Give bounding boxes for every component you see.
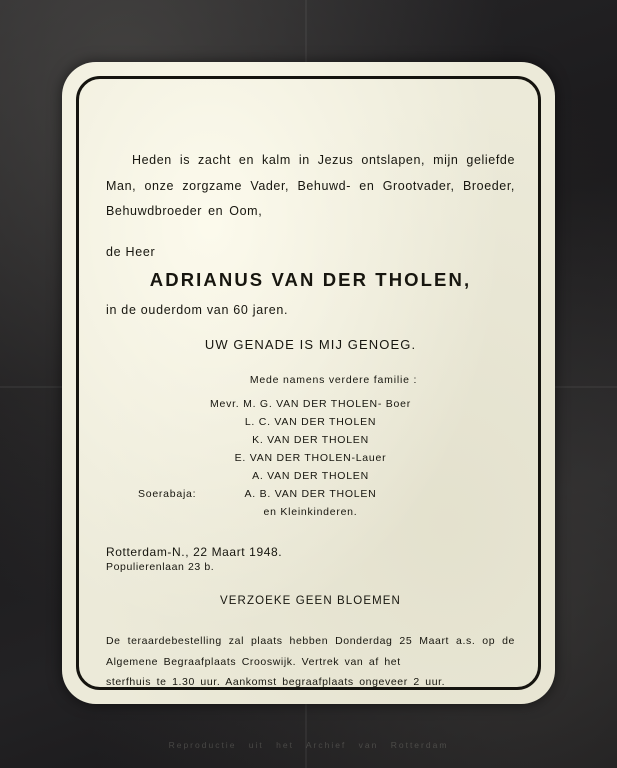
list-item: en Kleinkinderen. xyxy=(263,506,358,519)
opening-paragraph xyxy=(106,148,515,225)
archive-watermark: Reproductie uit het Archief van Rotterdam xyxy=(168,740,449,750)
list-item: K. VAN DER THOLEN xyxy=(252,433,369,446)
list-item: Mevr. M. G. VAN DER THOLEN- Boer xyxy=(210,397,411,410)
funeral-notice-text: De teraardebestelling zal plaats hebben Donderdag 25 Maart a.s. op de Algemene Begraafplaats Crooswijk. Vertrek van af het xyxy=(106,635,515,668)
funeral-notice-last-line: sterfhuis te 1.30 uur. Aankomst begraafplaats ongeveer 2 uur. xyxy=(106,676,446,689)
funeral-notice xyxy=(106,631,515,692)
no-flowers-request: VERZOEKE GEEN BLOEMEN xyxy=(220,595,401,608)
family-list xyxy=(106,395,515,521)
on-behalf-label: Mede namens verdere familie : xyxy=(249,373,418,386)
list-item: L. C. VAN DER THOLEN xyxy=(244,415,377,428)
list-item-text: A. B. VAN DER THOLEN xyxy=(244,488,377,501)
list-item: E. VAN DER THOLEN-Lauer xyxy=(234,452,387,465)
bible-verse: UW GENADE IS MIJ GENOEG. xyxy=(204,336,417,352)
list-item xyxy=(106,485,515,503)
address: Populierenlaan 23 b. xyxy=(106,561,215,574)
opening-paragraph-text: Heden is zacht en kalm in Jezus ontslapen, mijn geliefde Man, onze zorgzame Vader, Behuwd- en Grootvader, Broeder, Behuwdbroeder en Oom, xyxy=(106,153,515,219)
place-date: Rotterdam-N., 22 Maart 1948. xyxy=(106,545,283,560)
honorific: de Heer xyxy=(106,244,156,259)
family-place-label: Soerabaja: xyxy=(138,488,197,501)
deceased-name: ADRIANUS VAN DER THOLEN, xyxy=(149,268,472,290)
card-content xyxy=(106,148,515,693)
card-paper xyxy=(62,62,555,704)
list-item: A. VAN DER THOLEN xyxy=(252,470,369,483)
age-line: in de ouderdom van 60 jaren. xyxy=(106,302,289,317)
